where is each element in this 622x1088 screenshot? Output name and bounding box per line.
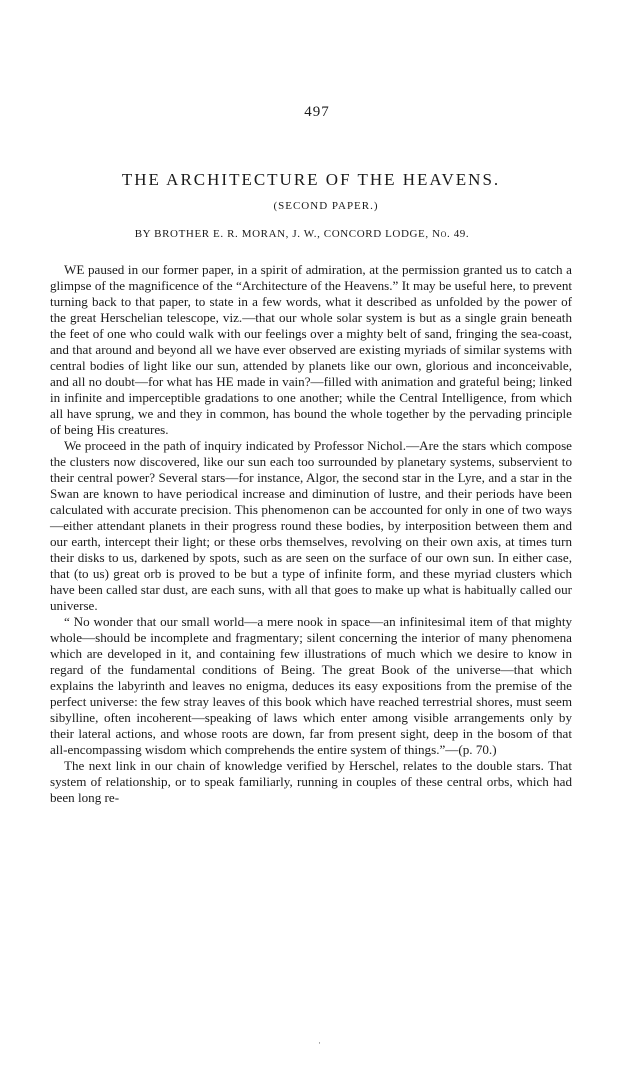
article-body — [50, 262, 572, 806]
article-subtitle: (SECOND PAPER.) — [273, 200, 379, 212]
page-mark: · — [318, 1038, 321, 1048]
paragraph: WE paused in our former paper, in a spirit of admiration, at the permission granted us to catch a glimpse of the magnificence of the “Architecture of the Heavens.” It may be useful here, to prevent turning back to that paper, to state in a few words, what it described as unfolded by the power of the great Herschelian telescope, viz.—that our whole solar system is but as a single grain beneath the feet of one who could walk with our feelings over a mighty belt of sand, fringing the sea-coast, and that around and beyond all we have ever observed are existing myriads of similar systems with central bodies of light like our sun, attended by planets like our own, glorious and inconceivable, and all no doubt—for what has HE made in vain?—filled with animation and grateful being; linked in infinite and imperceptible gradations to one another; while the Central Intelligence, from which all have sprung, we and they in common, has bound the whole together by the pervading principle of being His creatures. — [50, 262, 572, 437]
paragraph: The next link in our chain of knowledge verified by Herschel, relates to the double stars. That system of relationship, or to speak familiarly, running in couples of these central orbs, which had been long re- — [50, 758, 572, 805]
paragraph: “ No wonder that our small world—a mere nook in space—an infinitesimal item of that mighty whole—should be incomplete and fragmentary; silent concerning the interior of many phenomena which are developed in it, and containing few illustrations of much which we desire to know in regard of the fundamental conditions of Being. The great Book of the universe—that which explains the labyrinth and leaves no enigma, deduces its easy expositions from the premise of the perfect universe: the few stray leaves of this book which have reached terrestrial shores, must seem sibylline, often incoherent—speaking of laws which enter among visible arrangements only by their lateral actions, and whose roots are down, far from present sight, deep in the bosom of that all-encompassing wisdom which comprehends the entire system of things.”—(p. 70.) — [50, 614, 572, 757]
article-title: THE ARCHITECTURE OF THE HEAVENS. — [121, 170, 501, 189]
page-number: 497 — [304, 104, 330, 120]
article-byline: BY BROTHER E. R. MORAN, J. W., CONCORD LODGE, No. 49. — [134, 228, 470, 240]
paragraph: We proceed in the path of inquiry indicated by Professor Nichol.—Are the stars which compose the clusters now discovered, like our sun each too surrounded by planetary systems, subservient to their central power? Several stars—for instance, Algor, the second star in the Lyre, and a star in the Swan are known to have periodical increase and diminution of lustre, and their periods have been calculated with accurate precision. This phenomenon can be accounted for only in one of two ways—either attendant planets in their progress round these bodies, by interposition between them and our earth, intercept their light; or these orbs themselves, revolving on their own axis, at times turn their disks to us, darkened by spots, such as are seen on the surface of our own sun. In either case, that (to us) great orb is proved to be but a type of infinite form, and these myriad clusters which have been called star dust, are each suns, with all that goes to make up what is habitually called our universe. — [50, 438, 572, 613]
